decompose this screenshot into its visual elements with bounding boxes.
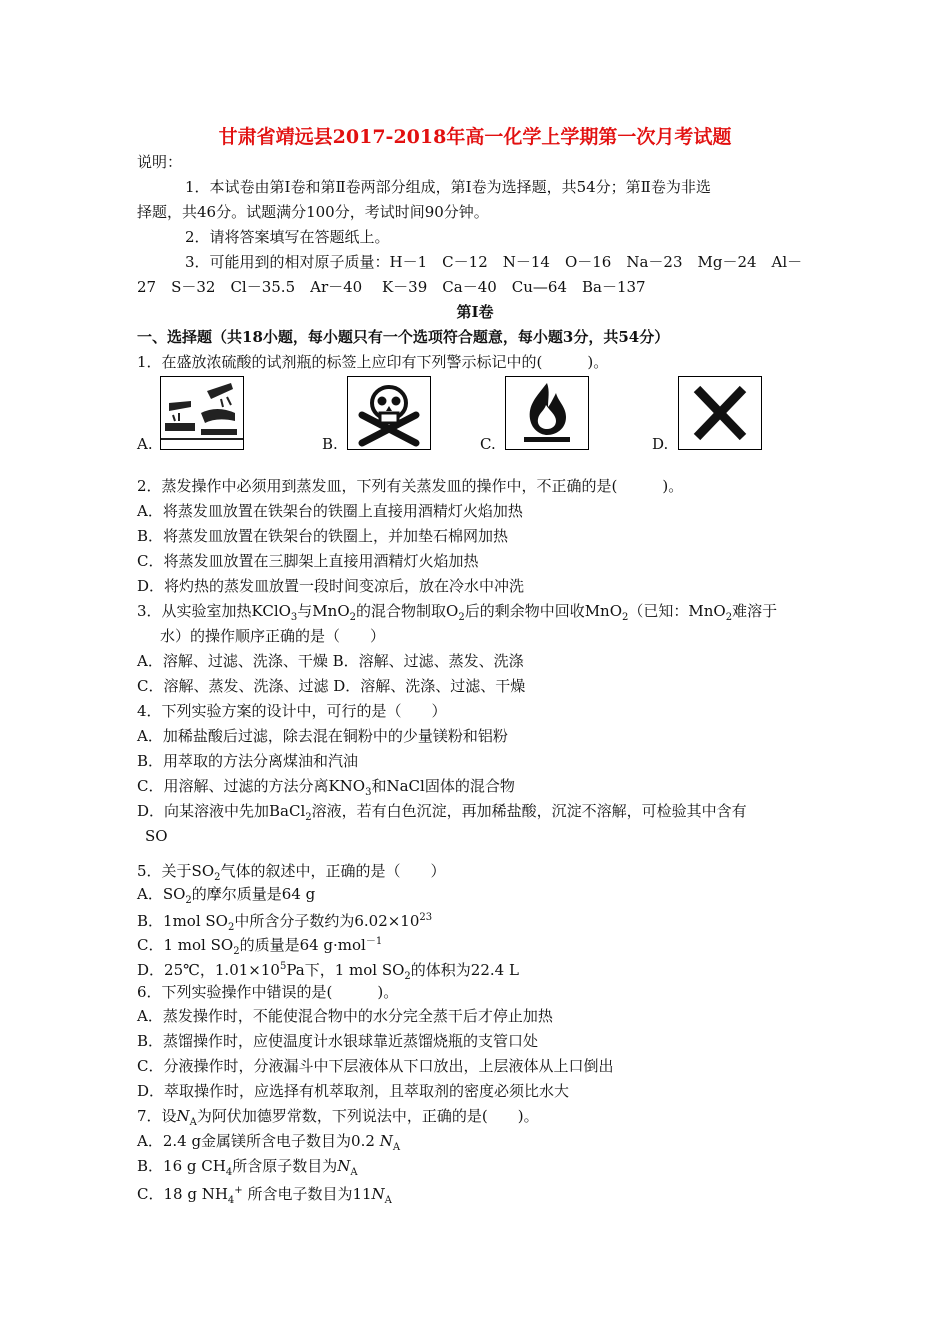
cross-x-icon xyxy=(678,376,762,450)
q7-option-b: B．16 g $CH_4$所含原子数目为$N_A$ xyxy=(137,1157,358,1178)
q7-option-c: C．18 g $NH_4^+$ 所含电子数目为$11N_A$ xyxy=(137,1185,392,1206)
q3-options-ab: A．溶解、过滤、洗涤、干燥 B．溶解、过滤、蒸发、洗涤 xyxy=(137,652,524,670)
q1-option-c-label: C. xyxy=(480,435,496,453)
section-heading: 一、选择题（共18小题，每小题只有一个选项符合题意，每小题3分，共54分） xyxy=(137,328,670,346)
intro-note-1a: 1．本试卷由第Ⅰ卷和第Ⅱ卷两部分组成，第Ⅰ卷为选择题，共54分；第Ⅱ卷为非选 xyxy=(185,178,711,196)
q2-option-d: D．将灼热的蒸发皿放置一段时间变凉后，放在冷水中冲洗 xyxy=(137,577,525,595)
q6-option-b: B．蒸馏操作时，应使温度计水银球靠近蒸馏烧瓶的支管口处 xyxy=(137,1032,539,1050)
q6-option-c: C．分液操作时，分液漏斗中下层液体从下口放出，上层液体从上口倒出 xyxy=(137,1057,614,1075)
q1-option-a-label: A. xyxy=(137,435,153,453)
q5-option-a: A．$SO_2$的摩尔质量是64 g xyxy=(137,885,316,906)
q5-option-b: B．1mol $SO_2$中所含分子数约为$6.02\times 10^{23}$ xyxy=(137,912,433,933)
intro-label: 说明： xyxy=(137,153,183,171)
q4-option-d-cont: SO xyxy=(145,827,168,845)
corrosive-icon xyxy=(160,376,244,450)
page-title: 甘肃省靖远县2017-2018年高一化学上学期第一次月考试题 xyxy=(218,126,732,148)
q2-option-c: C．将蒸发皿放置在三脚架上直接用酒精灯火焰加热 xyxy=(137,552,479,570)
q1-option-b-label: B. xyxy=(322,435,338,453)
q4-option-b: B．用萃取的方法分离煤油和汽油 xyxy=(137,752,359,770)
intro-note-3a: 3．可能用到的相对原子质量：H－1 C－12 N－14 O－16 Na－23 Mg－24 Al－ xyxy=(185,253,803,271)
skull-crossbones-icon xyxy=(347,376,431,450)
q5-option-d: D．25℃，$1.01\times 10^5Pa$下，1 mol $SO_2$的体积为22.4 L xyxy=(137,961,519,982)
q6-stem: 6．下列实验操作中错误的是( )。 xyxy=(137,983,399,1001)
q5-option-c: C．1 mol $SO_2$的质量是64 g·mol$^{-1}$ xyxy=(137,936,383,957)
q4-option-d: D．向某溶液中先加BaCl$_2$溶液，若有白色沉淀，再加稀盐酸，沉淀不溶解，可检验其中含有 xyxy=(137,802,747,823)
q7-stem: 7．设$N_A$为阿伏加德罗常数，下列说法中，正确的是( )。 xyxy=(137,1107,539,1128)
q7-option-a: A．2.4 g金属镁所含电子数目为0.2 $N_A$ xyxy=(137,1132,401,1153)
q6-option-a: A．蒸发操作时，不能使混合物中的水分完全蒸干后才停止加热 xyxy=(137,1007,553,1025)
q5-stem: 5．关于$SO_2$气体的叙述中，正确的是（ ） xyxy=(137,862,446,883)
intro-note-3b: 27 S－32 Cl－35.5 Ar－40 K－39 Ca－40 Cu—64 Ba－137 xyxy=(137,278,646,296)
q1-stem: 1．在盛放浓硫酸的试剂瓶的标签上应印有下列警示标记中的( )。 xyxy=(137,353,609,371)
q2-option-b: B．将蒸发皿放置在铁架台的铁圈上，并加垫石棉网加热 xyxy=(137,527,509,545)
q2-stem: 2．蒸发操作中必须用到蒸发皿，下列有关蒸发皿的操作中，不正确的是( )。 xyxy=(137,477,684,495)
q3-stem-line-2: 水）的操作顺序正确的是（ ） xyxy=(160,627,386,645)
q4-stem: 4．下列实验方案的设计中，可行的是（ ） xyxy=(137,702,447,720)
q3-options-cd: C．溶解、蒸发、洗涤、过滤 D．溶解、洗涤、过滤、干燥 xyxy=(137,677,526,695)
intro-note-2: 2．请将答案填写在答题纸上。 xyxy=(185,228,390,246)
q4-option-c: C．用溶解、过滤的方法分离$KNO_3$和NaCl固体的混合物 xyxy=(137,777,515,798)
flame-icon xyxy=(505,376,589,450)
q3-stem-line-1: 3．从实验室加热KClO$_3$与MnO$_2$的混合物制取$O_2$后的剩余物中回收MnO$_2$（已知：MnO$_2$难溶于 xyxy=(137,602,778,623)
intro-note-1b: 择题，共46分。试题满分100分，考试时间90分钟。 xyxy=(137,203,489,221)
part-title: 第Ⅰ卷 xyxy=(456,303,494,321)
q6-option-d: D．萃取操作时，应选择有机萃取剂，且萃取剂的密度必须比水大 xyxy=(137,1082,570,1100)
q2-option-a: A．将蒸发皿放置在铁架台的铁圈上直接用酒精灯火焰加热 xyxy=(137,502,523,520)
q4-option-a: A．加稀盐酸后过滤，除去混在铜粉中的少量镁粉和铝粉 xyxy=(137,727,508,745)
q1-option-d-label: D. xyxy=(652,435,669,453)
